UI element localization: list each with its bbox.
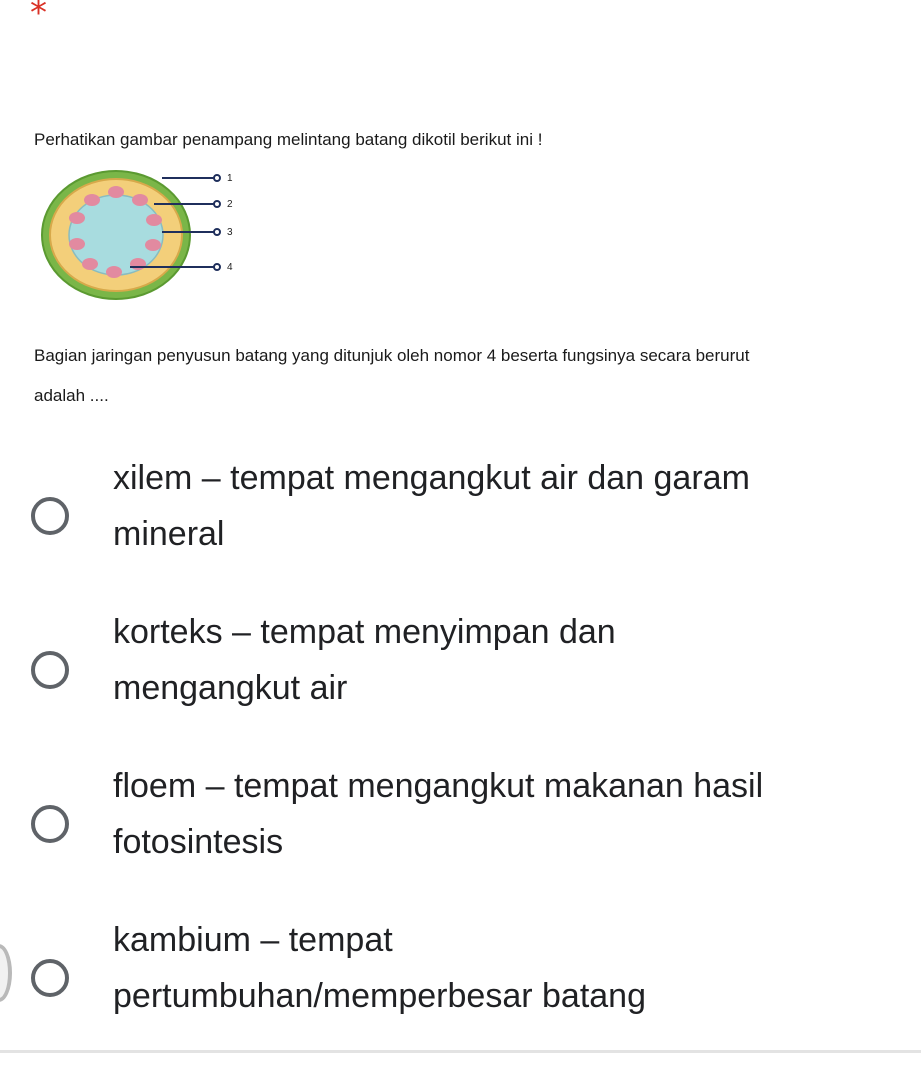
option-2[interactable]: [0, 604, 921, 734]
vascular-bundle: [130, 258, 146, 270]
option-4-line-1: kambium – tempat: [113, 921, 393, 959]
option-3-line-2: fotosintesis: [113, 823, 284, 861]
diagram-label-3: 3: [227, 227, 233, 238]
option-4[interactable]: [0, 912, 921, 1042]
vascular-bundle: [145, 239, 161, 251]
vascular-bundle: [132, 194, 148, 206]
required-asterisk: *: [30, 0, 47, 33]
vascular-bundle: [108, 186, 124, 198]
question-intro: Perhatikan gambar penampang melintang batang dikotil berikut ini !: [34, 130, 543, 149]
vascular-bundle: [69, 212, 85, 224]
vascular-bundle: [84, 194, 100, 206]
question-body-line-1: Bagian jaringan penyusun batang yang ditunjuk oleh nomor 4 beserta fungsinya secara berurut: [34, 346, 750, 365]
pointer-marker-4: [214, 264, 220, 270]
pointer-marker-3: [214, 229, 220, 235]
question-body-line-2: adalah ....: [34, 386, 109, 405]
option-2-line-1: korteks – tempat menyimpan dan: [113, 613, 616, 651]
pointer-marker-2: [214, 201, 220, 207]
vascular-bundle: [82, 258, 98, 270]
pointer-marker-1: [214, 175, 220, 181]
vascular-bundle: [69, 238, 85, 250]
diagram-label-4: 4: [227, 262, 233, 273]
option-3[interactable]: [0, 758, 921, 888]
option-1-line-2: mineral: [113, 515, 225, 553]
radio-option-3[interactable]: [31, 805, 69, 843]
dicot-stem-diagram: [34, 160, 264, 310]
option-3-line-1: floem – tempat mengangkut makanan hasil: [113, 767, 764, 805]
option-3-label[interactable]: [113, 758, 873, 870]
bottom-divider: [0, 1050, 921, 1053]
option-1-label[interactable]: [113, 450, 873, 562]
option-2-line-2: mengangkut air: [113, 669, 348, 707]
radio-option-2[interactable]: [31, 651, 69, 689]
option-4-line-2: pertumbuhan/memperbesar batang: [113, 977, 646, 1015]
option-1-line-1: xilem – tempat mengangkut air dan garam: [113, 459, 750, 497]
diagram-label-1: 1: [227, 173, 233, 184]
question-image: [24, 120, 874, 420]
option-2-label[interactable]: [113, 604, 873, 716]
option-4-label[interactable]: [113, 912, 873, 1024]
radio-option-1[interactable]: [31, 497, 69, 535]
option-1[interactable]: [0, 450, 921, 580]
vascular-bundle: [146, 214, 162, 226]
vascular-bundle: [106, 266, 122, 278]
pointer-markers: [214, 175, 220, 270]
radio-option-4[interactable]: [31, 959, 69, 997]
diagram-label-2: 2: [227, 199, 233, 210]
